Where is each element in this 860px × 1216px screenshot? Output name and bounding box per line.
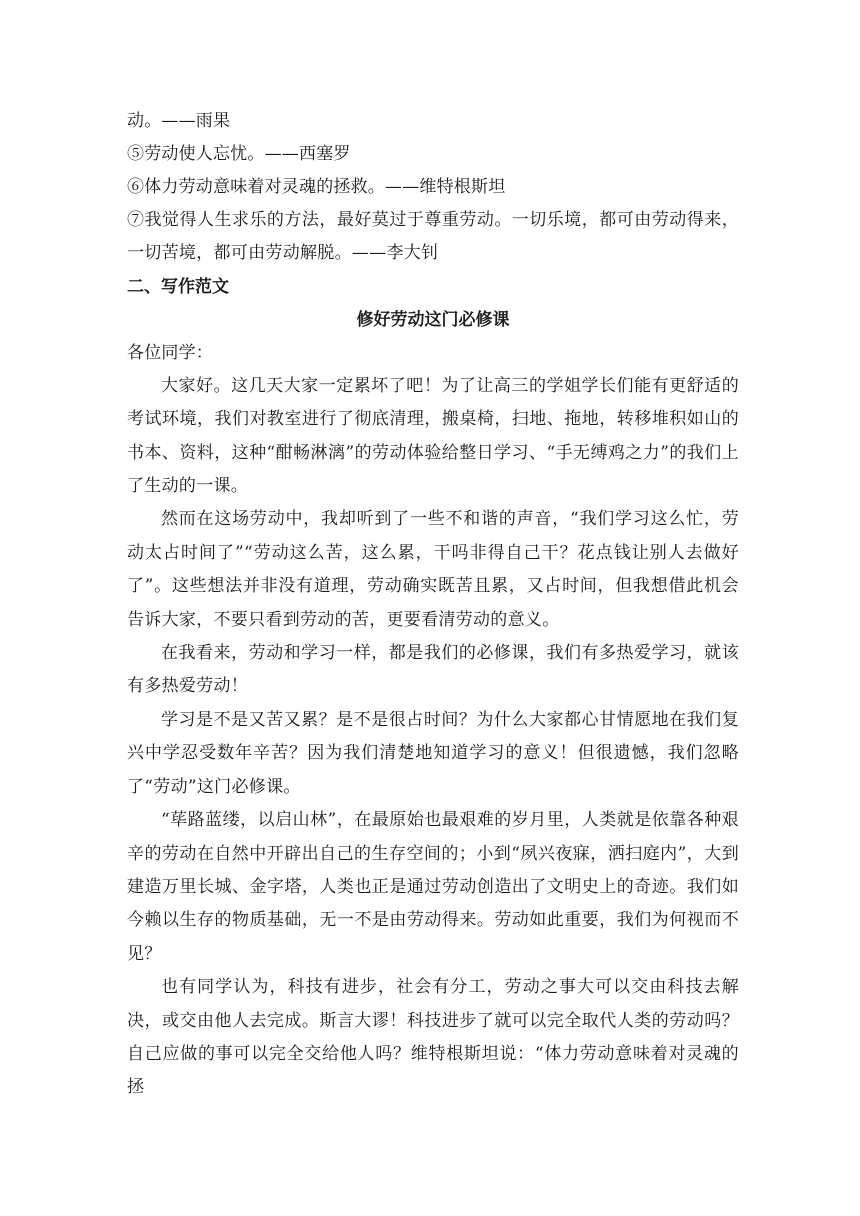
essay-paragraph-6: 也有同学认为，科技有进步，社会有分工，劳动之事大可以交由科技去解决，或交由他人去完成。斯言大谬！科技进步了就可以完全取代人类的劳动吗？自己应做的事可以完全交给他人吗？维特根斯坦说：“体力劳动意味着对灵魂的拯 [127,977,739,1098]
essay-paragraph-5: “荜路蓝缕，以启山林”，在最原始也最艰难的岁月里，人类就是依靠各种艰辛的劳动在自然中开辟出自己的生存空间的；小到“夙兴夜寐，洒扫庭内”，大到建造万里长城、金字塔，人类也正是通过劳动创造出了文明史上的奇迹。我们如今赖以生存的物质基础，无一不是由劳动得来。劳动如此重要，我们为何视而不见？ [127,810,739,964]
essay-paragraph-2: 然而在这场劳动中，我却听到了一些不和谐的声音，“我们学习这么忙，劳动太占时间了”“劳动这么苦，这么累，干吗非得自己干？花点钱让别人去做好了”。这些想法并非没有道理，劳动确实既苦且累，又占时间，但我想借此机会告诉大家，不要只看到劳动的苦，更要看清劳动的意义。 [127,509,739,630]
document-body [127,105,739,1105]
section-heading: 二、写作范文 [127,276,229,297]
essay-paragraph-1: 大家好。这几天大家一定累坏了吧！为了让高三的学姐学长们能有更舒适的考试环境，我们对教室进行了彻底清理，搬桌椅，扫地、拖地，转移堆积如山的书本、资料，这种“酣畅淋漓”的劳动体验给整日学习、“手无缚鸡之力”的我们上了生动的一课。 [127,375,739,497]
essay-title: 修好劳动这门必修课 [356,309,510,330]
quote-line-cicero: ⑤劳动使人忘忧。——西塞罗 [127,144,351,164]
essay-paragraph-4: 学习是不是又苦又累？是不是很占时间？为什么大家都心甘情愿地在我们复兴中学忍受数年辛苦？因为我们清楚地知道学习的意义！但很遗憾，我们忽略了“劳动”这门必修课。 [127,709,739,797]
essay-salutation: 各位同学： [127,342,213,363]
quote-line-wittgenstein: ⑥体力劳动意味着对灵魂的拯救。——维特根斯坦 [127,177,506,197]
quote-line-continuation: 动。——雨果 [127,111,231,131]
quote-line-li-dazhao: ⑦我觉得人生求乐的方法，最好莫过于尊重劳动。一切乐境，都可由劳动得来，一切苦境，都可由劳动解脱。——李大钊 [127,210,739,264]
essay-paragraph-3: 在我看来，劳动和学习一样，都是我们的必修课，我们有多热爱学习，就该有多热爱劳动！ [127,643,739,697]
